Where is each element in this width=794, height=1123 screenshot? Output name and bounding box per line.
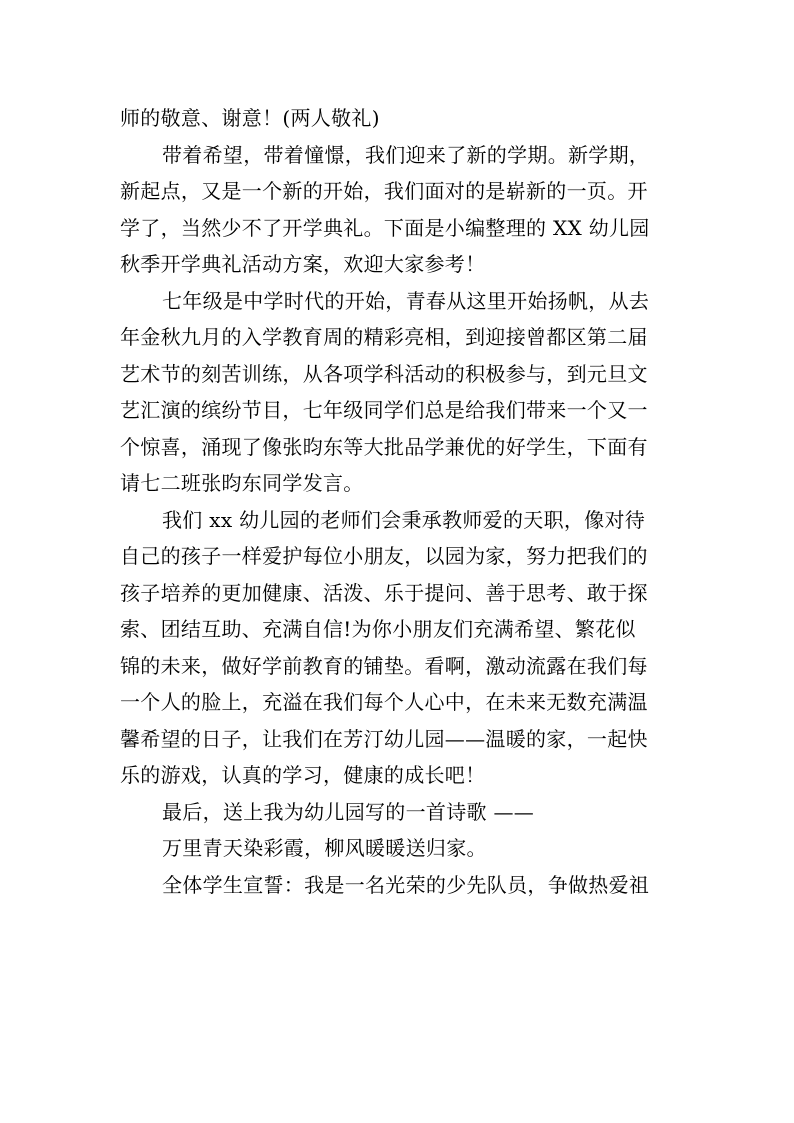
paragraph (120, 137, 680, 283)
text-line: 万里青天染彩霞，柳风暖暖送归家。 (162, 836, 487, 860)
paragraph (120, 283, 680, 502)
text-line: 艺术节的刻苦训练，从各项学科活动的积极参与，到元旦文 (120, 361, 648, 386)
text-line: 师的敬意、谢意！(两人敬礼) (120, 106, 380, 130)
text-line: 年金秋九月的入学教育周的精彩亮相，到迎接曾都区第二届 (120, 325, 648, 349)
text-line: 一个人的脸上，充溢在我们每个人心中，在未来无数充满温 (120, 690, 648, 714)
text-line: 全体学生宣誓：我是一名光荣的少先队员，争做热爱祖 (162, 872, 650, 897)
text-line: 馨希望的日子，让我们在芳汀幼儿园——温暖的家，一起快 (120, 726, 648, 751)
text-line: 最后，送上我为幼儿园写的一首诗歌 —— (162, 799, 535, 824)
paragraph (120, 794, 680, 831)
paragraph (120, 867, 680, 904)
text-line: 我们 xx 幼儿园的老师们会秉承教师爱的天职，像对待 (162, 507, 646, 532)
text-line: 学了，当然少不了开学典礼。下面是小编整理的 XX 幼儿园 (120, 215, 650, 240)
text-line: 自己的孩子一样爱护每位小朋友，以园为家，努力把我们的 (120, 544, 648, 568)
text-line: 索、团结互助、充满自信!为你小朋友们充满希望、繁花似 (120, 617, 636, 641)
text-line: 七年级是中学时代的开始，青春从这里开始扬帆，从去 (162, 288, 650, 313)
paragraph (120, 502, 680, 794)
text-line: 孩子培养的更加健康、活泼、乐于提问、善于思考、敢于探 (120, 580, 648, 605)
text-line: 个惊喜，涌现了像张昀东等大批品学兼优的好学生，下面有 (120, 434, 648, 459)
paragraph (120, 100, 680, 137)
text-line: 锦的未来，做好学前教育的铺垫。看啊，激动流露在我们每 (120, 653, 648, 678)
text-line: 新起点，又是一个新的开始，我们面对的是崭新的一页。开 (120, 179, 648, 203)
text-line: 艺汇演的缤纷节目，七年级同学们总是给我们带来一个又一 (120, 398, 648, 422)
document-body (120, 100, 680, 903)
text-line: 请七二班张昀东同学发言。 (120, 471, 364, 495)
text-line: 秋季开学典礼活动方案，欢迎大家参考！ (120, 252, 486, 276)
text-line: 乐的游戏，认真的学习，健康的成长吧！ (120, 763, 486, 787)
text-line: 带着希望，带着憧憬，我们迎来了新的学期。新学期， (162, 142, 650, 167)
paragraph (120, 830, 680, 867)
